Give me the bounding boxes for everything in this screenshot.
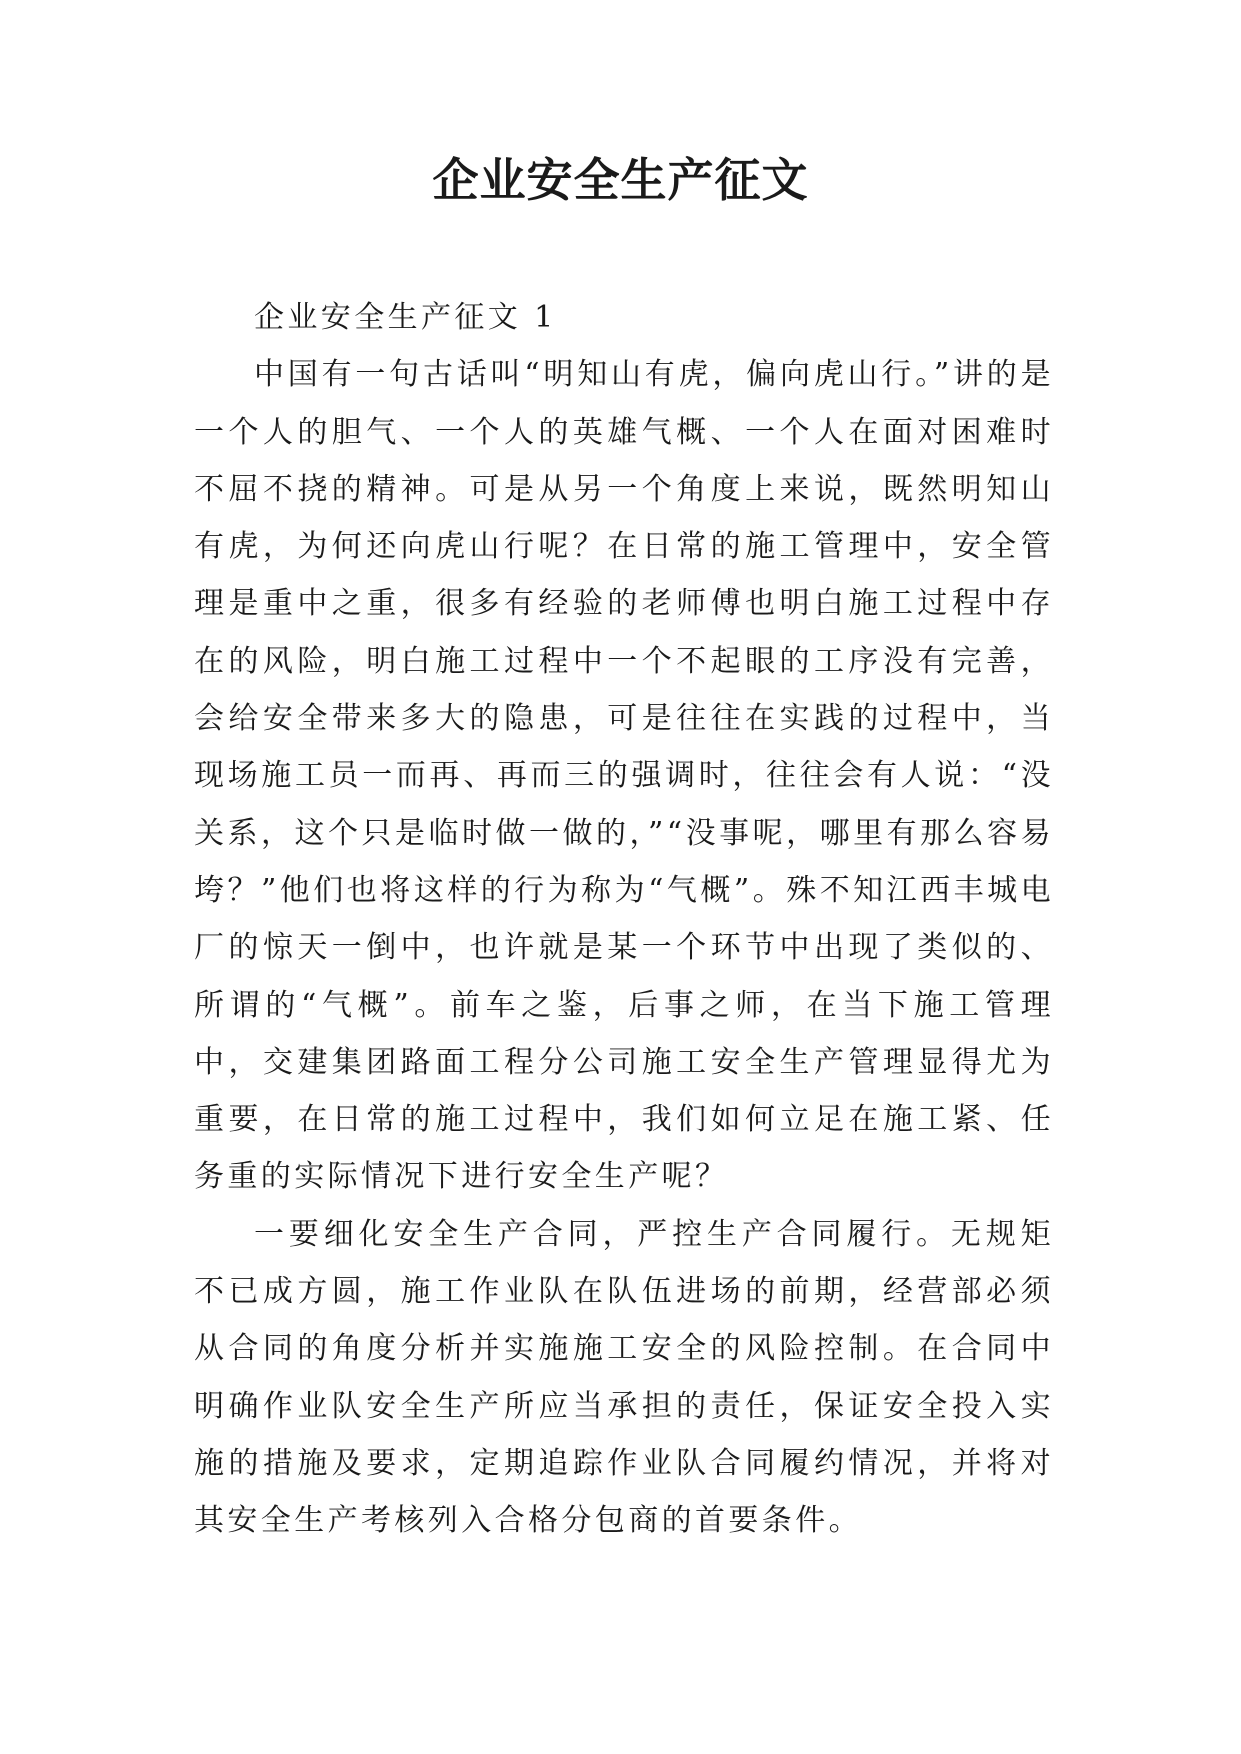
paragraph-1: 中国有一句古话叫“明知山有虎，偏向虎山行。”讲的是一个人的胆气、一个人的英雄气概、一个人在面对困难时不屈不挠的精神。可是从另一个角度上来说，既然明知山有虎，为何还向虎山行呢？在日常的施工管理中，安全管理是重中之重，很多有经验的老师傅也明白施工过程中存在的风险，明白施工过程中一个不起眼的工序没有完善，会给安全带来多大的隐患，可是往往在实践的过程中，当现场施工员一而再、再而三的强调时，往往会有人说：“没关系，这个只是临时做一做的，”“没事呢，哪里有那么容易垮？”他们也将这样的行为称为“气概”。殊不知江西丰城电厂的惊天一倒中，也许就是某一个环节中出现了类似的、所谓的“气概”。前车之鉴，后事之师，在当下施工管理中，交建集团路面工程分公司施工安全生产管理显得尤为重要，在日常的施工过程中，我们如何立足在施工紧、任务重的实际情况下进行安全生产呢？	[194, 357, 1054, 1195]
document-body	[194, 289, 1054, 1550]
section-heading: 企业安全生产征文 1	[254, 300, 557, 335]
document-title: 企业安全生产征文	[432, 153, 809, 207]
paragraph-2: 一要细化安全生产合同，严控生产合同履行。无规矩不已成方圆，施工作业队在队伍进场的前期，经营部必须从合同的角度分析并实施施工安全的风险控制。在合同中明确作业队安全生产所应当承担的责任，保证安全投入实施的措施及要求，定期追踪作业队合同履约情况，并将对其安全生产考核列入合格分包商的首要条件。	[194, 1216, 1054, 1539]
